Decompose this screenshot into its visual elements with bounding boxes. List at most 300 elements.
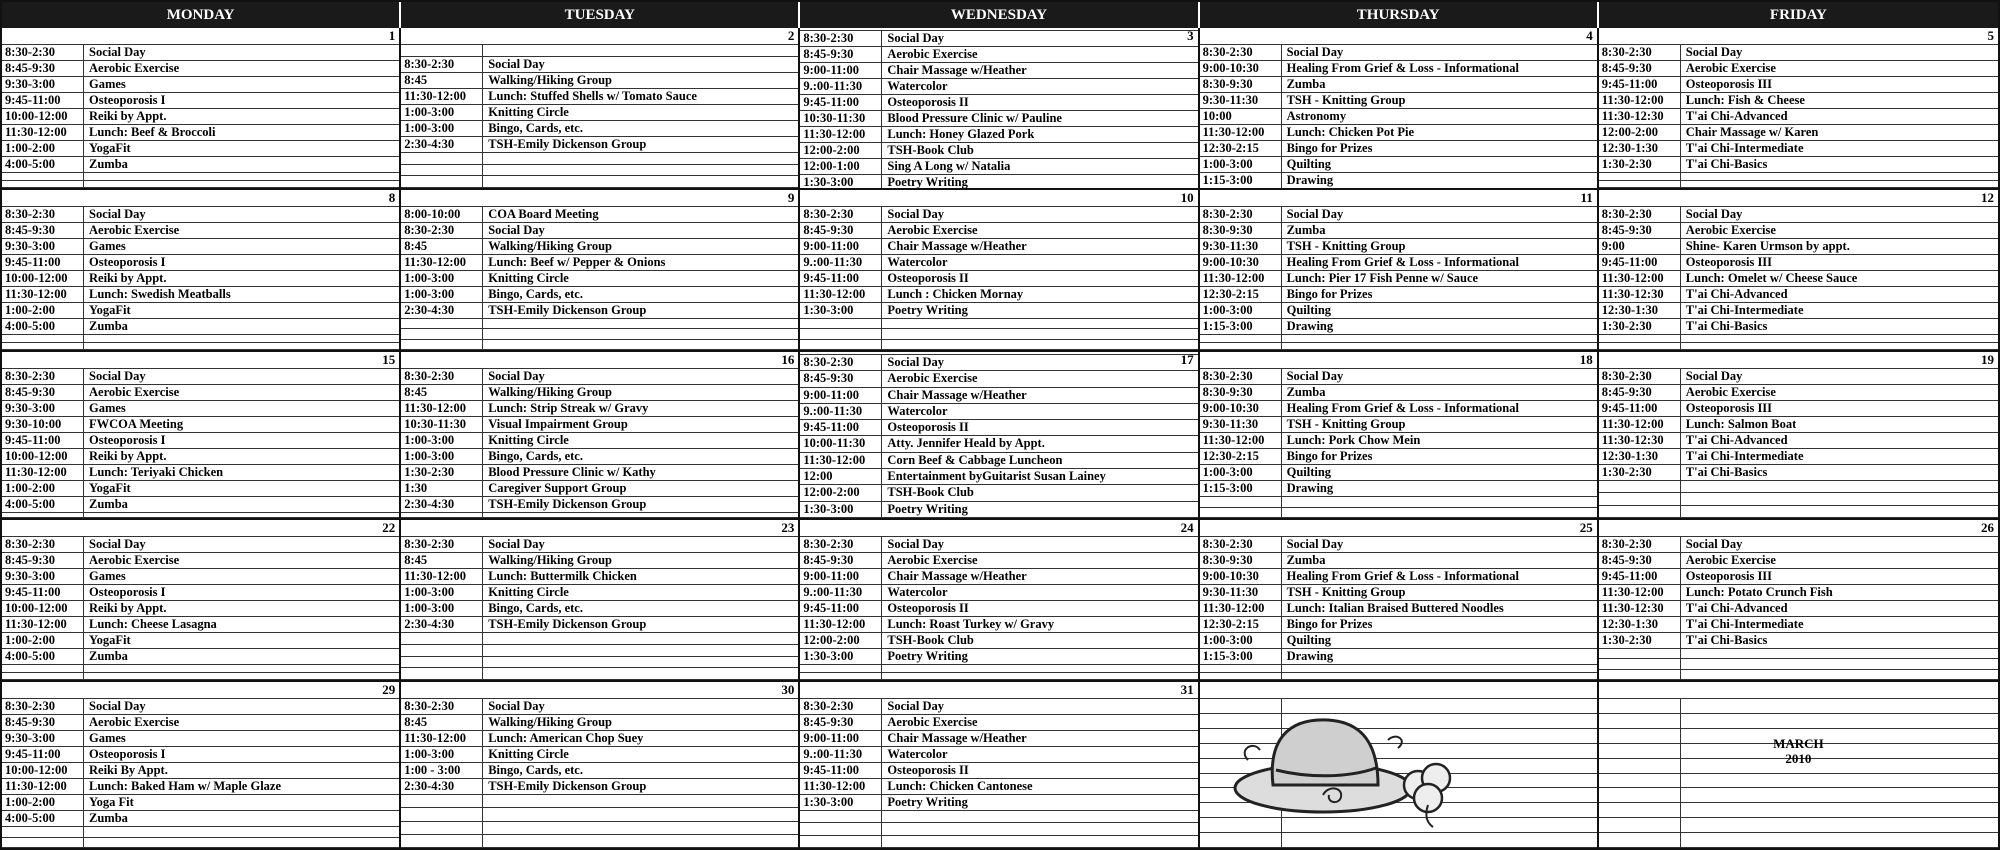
event-name: Social Day <box>488 369 545 383</box>
event-row <box>1599 270 1998 286</box>
event-time: 8:30-2:30 <box>401 537 483 552</box>
empty-row <box>1200 507 1597 519</box>
event-time: 8:45 <box>401 239 483 254</box>
event-row <box>401 416 798 432</box>
event-name: Knitting Circle <box>488 585 569 599</box>
event-time: 9:30-11:30 <box>1200 239 1282 254</box>
event-row <box>2 302 399 318</box>
day-number: 18 <box>1579 352 1593 367</box>
day-header-thursday: THURSDAY <box>1200 2 1599 28</box>
event-row <box>800 794 1197 810</box>
event-name: Watercolor <box>887 79 948 93</box>
event-row <box>800 126 1197 142</box>
event-time: 8:45-9:30 <box>1599 385 1681 400</box>
event-time: 1:15-3:00 <box>1200 481 1282 496</box>
event-name: Zumba <box>89 157 128 171</box>
event-name: Zumba <box>89 497 128 511</box>
day-number: 17 <box>1180 352 1194 367</box>
event-time: 8:45 <box>401 73 483 88</box>
event-row <box>2 648 399 664</box>
event-time: 8:45-9:30 <box>1599 223 1681 238</box>
event-time: 12:00-2:00 <box>800 143 882 158</box>
empty-row <box>401 339 798 350</box>
day-cell <box>800 190 1199 352</box>
day-number: 19 <box>1981 352 1994 367</box>
event-row <box>401 206 798 222</box>
event-row <box>800 714 1197 730</box>
empty-time <box>1599 818 1681 832</box>
event-time: 11:30-12:00 <box>2 125 84 140</box>
event-name: Aerobic Exercise <box>887 715 978 729</box>
empty-row <box>401 152 798 164</box>
event-name: Bingo, Cards, etc. <box>488 120 583 135</box>
event-time: 8:30-9:30 <box>1200 553 1282 568</box>
day-number: 11 <box>1580 190 1593 205</box>
event-name: Chair Massage w/Heather <box>887 239 1027 253</box>
empty-name <box>1681 343 1686 350</box>
event-row <box>2 92 399 108</box>
event-time: 1:00-3:00 <box>401 433 483 448</box>
empty-row <box>1200 342 1597 351</box>
event-name: Osteoporosis III <box>1685 77 1773 91</box>
event-list <box>401 698 798 848</box>
day-cell <box>1599 28 1998 190</box>
event-row <box>800 110 1197 126</box>
event-row <box>2 584 399 600</box>
event-name: Walking/Hiking Group <box>488 239 612 253</box>
event-row <box>800 746 1197 762</box>
event-row <box>1200 584 1597 600</box>
event-row <box>1200 536 1597 552</box>
event-time: 10:30-11:30 <box>800 111 882 126</box>
empty-row <box>800 664 1197 672</box>
event-name: Knitting Circle <box>488 747 569 761</box>
event-time: 9:30-10:00 <box>2 417 84 432</box>
event-time: 8:45-9:30 <box>800 371 882 386</box>
event-time: 11:30-12:00 <box>401 731 483 746</box>
event-row <box>1200 302 1597 318</box>
event-row <box>800 270 1197 286</box>
day-cell <box>1599 520 1998 682</box>
empty-row <box>401 632 798 644</box>
event-row <box>2 552 399 568</box>
empty-row <box>1599 787 1998 802</box>
event-name: Drawing <box>1286 173 1334 187</box>
event-time: 8:30-2:30 <box>2 207 84 222</box>
day-cell <box>800 682 1199 850</box>
day-cell <box>401 352 800 520</box>
empty-row <box>2 512 399 518</box>
event-time: 9:00-11:00 <box>800 731 882 746</box>
event-list <box>800 536 1197 680</box>
event-row <box>1599 76 1998 92</box>
event-name: Aerobic Exercise <box>1685 61 1776 75</box>
event-row <box>1599 552 1998 568</box>
event-row <box>1599 124 1998 140</box>
event-name: Lunch: Fish & Cheese <box>1685 93 1805 107</box>
event-row <box>1599 416 1998 432</box>
event-row <box>2 140 399 156</box>
event-time: 8:30-2:30 <box>800 699 882 714</box>
event-name: Lunch: American Chop Suey <box>488 731 644 745</box>
empty-name <box>483 633 488 644</box>
empty-row <box>1599 334 1998 342</box>
event-time: 11:30-12:00 <box>401 89 483 104</box>
empty-name <box>1681 714 1686 728</box>
event-time: 1:15-3:00 <box>1200 173 1282 188</box>
event-time: 8:30-2:30 <box>401 369 483 384</box>
event-row <box>401 222 798 238</box>
event-row <box>2 156 399 172</box>
event-row <box>1200 76 1597 92</box>
event-name: Walking/Hiking Group <box>488 553 612 567</box>
event-name: Aerobic Exercise <box>887 223 978 237</box>
event-row <box>800 46 1197 62</box>
event-row <box>1599 384 1998 400</box>
event-row <box>1599 448 1998 464</box>
event-time: 1:30-2:30 <box>1599 319 1681 334</box>
empty-row <box>800 339 1197 350</box>
day-cell <box>2 190 401 352</box>
empty-row <box>2 180 399 189</box>
event-row <box>800 452 1197 468</box>
event-name: Social Day <box>89 369 146 383</box>
empty-time <box>1200 673 1282 680</box>
event-time: 11:30-12:00 <box>401 401 483 416</box>
event-row <box>1599 92 1998 108</box>
event-name: Shine- Karen Urmson by appt. <box>1685 239 1850 253</box>
empty-name <box>1681 803 1686 817</box>
event-time: 9.:00-11:30 <box>800 255 882 270</box>
empty-name <box>483 329 488 338</box>
empty-time <box>1599 714 1681 728</box>
event-row <box>1200 368 1597 384</box>
day-number: 25 <box>1579 520 1593 535</box>
event-time: 11:30-12:00 <box>1200 433 1282 448</box>
event-name: T'ai Chi-Intermediate <box>1685 449 1804 463</box>
event-row <box>401 56 798 72</box>
event-list <box>800 354 1197 518</box>
event-list <box>401 44 798 188</box>
empty-name <box>84 343 89 350</box>
empty-time <box>1599 699 1681 713</box>
event-row <box>1599 222 1998 238</box>
event-time: 4:00-5:00 <box>2 319 84 334</box>
event-time: 11:30-12:00 <box>1200 125 1282 140</box>
empty-row <box>2 837 399 849</box>
event-time: 8:30-9:30 <box>1200 77 1282 92</box>
event-name: Social Day <box>488 223 545 237</box>
event-name: Lunch: Salmon Boat <box>1685 417 1797 431</box>
event-row <box>2 448 399 464</box>
event-name: Osteoporosis II <box>887 271 969 285</box>
empty-row <box>2 342 399 351</box>
event-time: 1:30-2:30 <box>1599 157 1681 172</box>
event-name: TSH - Knitting Group <box>1286 93 1406 107</box>
event-name: Games <box>89 569 126 583</box>
event-name: Bingo, Cards, etc. <box>488 449 583 463</box>
event-name: TSH - Knitting Group <box>1286 585 1406 599</box>
event-row <box>800 403 1197 419</box>
event-time: 11:30-12:30 <box>1599 601 1681 616</box>
event-time: 11:30-12:00 <box>800 287 882 302</box>
event-list <box>1200 206 1597 350</box>
event-row <box>1200 552 1597 568</box>
event-row <box>401 552 798 568</box>
day-header-monday: MONDAY <box>2 2 401 28</box>
event-name: FWCOA Meeting <box>89 417 184 431</box>
event-time: 9:30-3:00 <box>2 731 84 746</box>
event-row <box>1599 568 1998 584</box>
empty-name <box>1681 818 1686 832</box>
empty-row <box>2 172 399 180</box>
event-list <box>1599 698 1998 848</box>
event-list <box>401 368 798 518</box>
event-name: Reiki by Appt. <box>89 109 167 123</box>
event-time: 12:00 <box>800 469 882 484</box>
event-name: TSH-Book Club <box>887 485 974 500</box>
event-row <box>1599 432 1998 448</box>
empty-row <box>1200 672 1597 681</box>
day-number: 26 <box>1981 520 1994 535</box>
event-row <box>2 76 399 92</box>
event-time: 9:30-3:00 <box>2 401 84 416</box>
event-time: 1:00-3:00 <box>401 585 483 600</box>
event-list <box>800 698 1197 848</box>
empty-name <box>483 645 488 656</box>
event-time: 9:45-11:00 <box>800 763 882 778</box>
event-row <box>401 368 798 384</box>
event-row <box>2 568 399 584</box>
event-row <box>2 222 399 238</box>
event-time: 11:30-12:00 <box>1599 93 1681 108</box>
event-row <box>401 302 798 318</box>
empty-time <box>1599 506 1681 517</box>
event-name: Bingo, Cards, etc. <box>488 601 583 615</box>
event-row <box>1599 108 1998 124</box>
empty-name <box>1681 699 1686 713</box>
event-name: Reiki by Appt. <box>89 271 167 285</box>
event-row <box>401 496 798 512</box>
event-name: T'ai Chi-Advanced <box>1685 287 1788 301</box>
event-time: 12:30-1:30 <box>1599 449 1681 464</box>
event-row <box>1200 206 1597 222</box>
empty-name <box>1681 833 1686 847</box>
event-time: 9.:00-11:30 <box>800 747 882 762</box>
event-time: 1:00-2:00 <box>2 303 84 318</box>
empty-time <box>401 808 483 820</box>
event-time: 8:45-9:30 <box>2 553 84 568</box>
event-name: Lunch: Honey Glazed Pork <box>887 127 1035 141</box>
event-name: Osteoporosis III <box>1685 401 1773 415</box>
empty-row <box>401 834 798 848</box>
event-row <box>800 94 1197 110</box>
event-name: Aerobic Exercise <box>89 223 180 237</box>
event-name: Social Day <box>488 699 545 713</box>
event-time: 1:15-3:00 <box>1200 319 1282 334</box>
event-time: 9:00-10:30 <box>1200 255 1282 270</box>
event-name: Knitting Circle <box>488 433 569 447</box>
event-name: Aerobic Exercise <box>887 553 978 567</box>
event-name: Walking/Hiking Group <box>488 715 612 729</box>
event-row <box>1599 464 1998 480</box>
event-row <box>401 762 798 778</box>
event-name: TSH-Emily Dickenson Group <box>488 497 647 511</box>
empty-name <box>483 319 488 328</box>
empty-time <box>1200 508 1282 518</box>
event-name: Walking/Hiking Group <box>488 72 612 87</box>
empty-time <box>800 811 882 822</box>
empty-time <box>1599 788 1681 802</box>
day-header-wednesday: WEDNESDAY <box>800 2 1199 28</box>
event-row <box>1200 616 1597 632</box>
event-time: 4:00-5:00 <box>2 157 84 172</box>
day-cell <box>1599 352 1998 520</box>
event-time: 8:45-9:30 <box>1599 553 1681 568</box>
day-cell <box>1200 190 1599 352</box>
event-name: Healing From Grief & Loss - Informational <box>1286 61 1519 75</box>
event-time: 8:45-9:30 <box>1599 61 1681 76</box>
event-time: 8:45-9:30 <box>2 715 84 730</box>
event-name: Lunch: Beef w/ Pepper & Onions <box>488 255 666 269</box>
empty-time <box>800 340 882 349</box>
event-time: 8:30-2:30 <box>1599 537 1681 552</box>
empty-time <box>2 181 84 188</box>
empty-time <box>401 645 483 656</box>
event-time: 1:00-3:00 <box>1200 303 1282 318</box>
event-time: 4:00-5:00 <box>2 497 84 512</box>
event-row <box>1200 648 1597 664</box>
event-row <box>800 302 1197 318</box>
event-name: Social Day <box>1685 207 1743 221</box>
event-row <box>1200 600 1597 616</box>
day-number: 22 <box>382 520 396 535</box>
empty-name <box>882 823 887 834</box>
event-time: 10:00-12:00 <box>2 271 84 286</box>
event-name: Poetry Writing <box>887 649 968 663</box>
event-time: 11:30-12:00 <box>2 287 84 302</box>
event-time: 12:30-2:15 <box>1200 617 1282 632</box>
event-name: YogaFit <box>89 141 131 155</box>
event-time: 1:00-2:00 <box>2 795 84 810</box>
event-name: Games <box>89 731 126 745</box>
event-row <box>2 810 399 826</box>
event-row <box>2 124 399 140</box>
empty-name <box>1282 497 1287 507</box>
event-time: 9:00 <box>1599 239 1681 254</box>
event-name: Aerobic Exercise <box>1685 553 1776 567</box>
event-row <box>1200 108 1597 124</box>
empty-name <box>1282 833 1287 847</box>
event-row <box>401 384 798 400</box>
empty-name <box>483 835 488 847</box>
event-time: 12:30-1:30 <box>1599 303 1681 318</box>
event-row <box>2 730 399 746</box>
event-time: 9:30-11:30 <box>1200 585 1282 600</box>
event-time: 1:00-3:00 <box>401 271 483 286</box>
event-name: Poetry Writing <box>887 795 968 809</box>
empty-time <box>401 176 483 187</box>
event-row <box>2 600 399 616</box>
event-name: Yoga Fit <box>89 795 134 809</box>
day-cell <box>2 520 401 682</box>
month-label <box>1599 736 1998 766</box>
event-time: 9:45-11:00 <box>800 271 882 286</box>
event-name: Bingo, Cards, etc. <box>488 287 583 301</box>
empty-name <box>483 513 488 517</box>
event-time: 1:30-3:00 <box>800 502 882 517</box>
event-name: Social Day <box>1286 369 1344 383</box>
event-name: Social Day <box>887 355 944 369</box>
event-row <box>401 44 798 56</box>
event-row <box>800 62 1197 78</box>
day-number: 30 <box>781 682 795 697</box>
event-row <box>1200 448 1597 464</box>
event-time: 12:00-2:00 <box>800 633 882 648</box>
event-name: Knitting Circle <box>488 271 569 285</box>
event-time: 9:45-11:00 <box>1599 401 1681 416</box>
event-name: Social Day <box>1286 207 1344 221</box>
event-list <box>1200 44 1597 188</box>
hat-clover-icon <box>1228 700 1458 830</box>
empty-time <box>1599 343 1681 350</box>
empty-name <box>483 822 488 834</box>
event-row <box>2 632 399 648</box>
event-time: 11:30-12:00 <box>800 779 882 794</box>
event-row <box>1599 616 1998 632</box>
event-time: 11:30-12:00 <box>1599 417 1681 432</box>
event-name: Aerobic Exercise <box>89 61 180 75</box>
event-time: 1:30-3:00 <box>800 303 882 318</box>
event-row <box>2 496 399 512</box>
empty-name <box>1681 481 1686 492</box>
event-time: 1:00-3:00 <box>1200 157 1282 172</box>
event-name: Caregiver Support Group <box>488 481 627 495</box>
event-row <box>2 60 399 76</box>
event-name: Zumba <box>1286 223 1326 237</box>
event-row <box>2 616 399 632</box>
event-row <box>1599 600 1998 616</box>
event-name: T'ai Chi-Intermediate <box>1685 303 1804 317</box>
day-number: 9 <box>787 190 795 205</box>
event-row <box>401 600 798 616</box>
empty-time <box>1599 659 1681 668</box>
event-row <box>1599 44 1998 60</box>
event-row <box>1599 302 1998 318</box>
day-cell <box>1200 28 1599 190</box>
event-row <box>2 416 399 432</box>
event-list <box>800 30 1197 188</box>
event-time: 2:30-4:30 <box>401 617 483 632</box>
event-name: Social Day <box>1286 45 1344 59</box>
event-time: 8:30-2:30 <box>2 537 84 552</box>
event-row <box>800 206 1197 222</box>
event-row <box>2 536 399 552</box>
empty-name <box>1282 343 1287 350</box>
event-name: Lunch : Chicken Mornay <box>887 287 1024 301</box>
event-name: Osteoporosis I <box>89 93 166 107</box>
event-time: 8:30-2:30 <box>1200 369 1282 384</box>
event-name: Zumba <box>1286 77 1326 91</box>
event-row <box>1200 632 1597 648</box>
event-name: Lunch: Baked Ham w/ Maple Glaze <box>89 779 282 793</box>
event-time: 9:45-11:00 <box>2 585 84 600</box>
day-number: 12 <box>1981 190 1994 205</box>
empty-row <box>1599 832 1998 848</box>
empty-time <box>1200 343 1282 350</box>
event-row <box>401 254 798 270</box>
empty-row <box>401 821 798 834</box>
